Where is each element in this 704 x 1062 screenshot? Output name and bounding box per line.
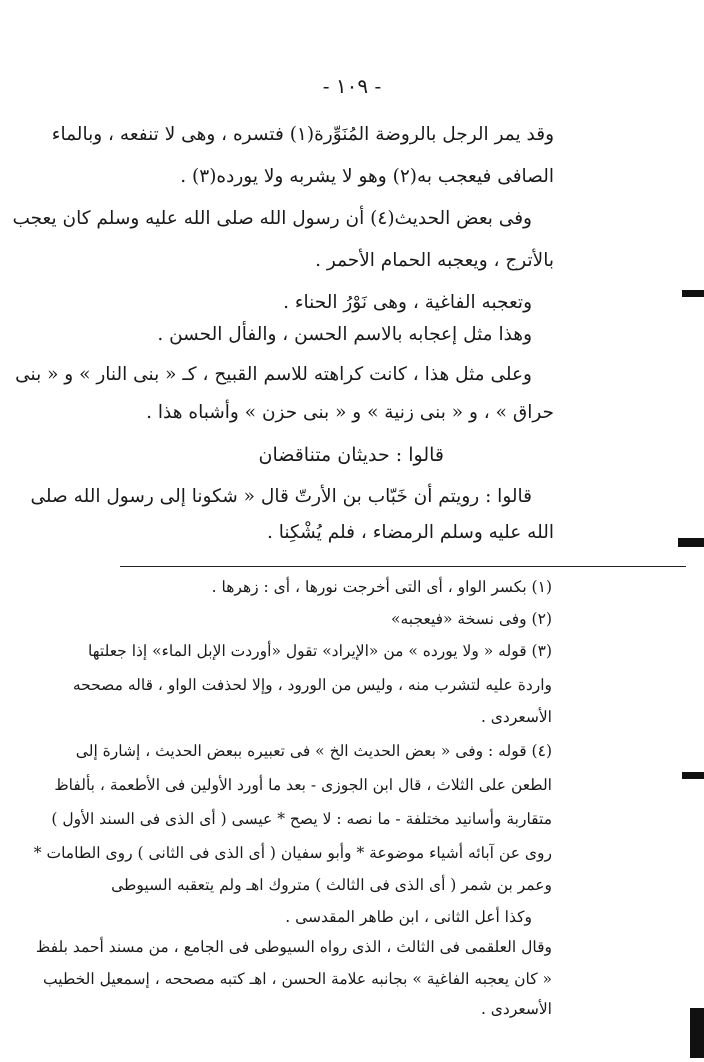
footnote-4-line-4: روى عن آبائه أشياء موضوعة * وأبو سفيان ( أى الذى فى الثانى ) روى الطامات *	[33, 844, 552, 862]
scan-edge-mark-1	[682, 290, 704, 297]
footnote-4-line-5: وعمر بن شمر ( أى الذى فى الثالث ) متروك اهـ ولم يتعقبه السيوطى	[111, 876, 552, 894]
footnote-divider	[120, 566, 686, 567]
footnote-4-line-3: متقاربة وأسانيد مختلفة - ما نصه : لا يصح * عيسى ( أى الذى فى السند الأول )	[51, 810, 552, 828]
body2-line-2: الله عليه وسلم الرمضاء ، فلم يُشْكِنا .	[266, 522, 554, 543]
footnote-4-line-9: الأسعردى .	[480, 1000, 552, 1018]
body-line-7: وعلى مثل هذا ، كانت كراهته للاسم القبيح ، كـ « بنى النار » و « بنى	[15, 364, 532, 385]
body2-line-1: قالوا : رويتم أن خَبّاب بن الأرتّ قال « شكونا إلى رسول الله صلى	[30, 486, 532, 507]
footnote-4: (٤) قوله : وفى « بعض الحديث الخ » فى تعبيره ببعض الحديث ، إشارة إلى	[75, 742, 552, 760]
scan-edge-mark-4	[690, 1008, 704, 1058]
body-line-1: وقد يمر الرجل بالروضة المُنَوِّرة(١) فتسره ، وهى لا تنفعه ، وبالماء	[51, 124, 554, 145]
body-line-6: وهذا مثل إعجابه بالاسم الحسن ، والفأل الحسن .	[157, 324, 532, 345]
body-line-2: الصافى فيعجب به(٢) وهو لا يشربه ولا يورده(٣) .	[180, 166, 554, 187]
footnote-2: (٢) وفى نسخة «فيعجبه»	[390, 610, 552, 628]
body-line-5: وتعجبه الفاغية ، وهى نَوْرُ الحناء .	[283, 292, 532, 313]
scan-edge-mark-3	[682, 772, 704, 779]
body-line-4: بالأترج ، ويعجبه الحمام الأحمر .	[315, 250, 554, 271]
footnote-1: (١) بكسر الواو ، أى التى أخرجت نورها ، أى : زهرها .	[211, 578, 552, 596]
footnote-3: (٣) قوله « ولا يورده » من «الإيراد» تقول «أوردت الإبل الماء» إذا جعلتها	[88, 642, 552, 660]
footnote-3-end: الأسعردى .	[480, 708, 552, 726]
footnote-3-cont: واردة عليه لتشرب منه ، وليس من الورود ، وإلا لحذفت الواو ، قاله مصححه	[72, 676, 552, 694]
footnote-4-line-7: وقال العلقمى فى الثالث ، الذى رواه السيوطى فى الجامع ، من مسند أحمد بلفظ	[35, 938, 552, 956]
footnote-4-line-2: الطعن على الثلاث ، قال ابن الجوزى - بعد ما أورد الأولين فى الأطعمة ، بألفاظ	[54, 776, 552, 794]
body-line-3: وفى بعض الحديث(٤) أن رسول الله صلى الله عليه وسلم كان يعجب	[12, 208, 532, 229]
footnote-4-line-6: وكذا أعل الثانى ، ابن طاهر المقدسى .	[285, 908, 532, 926]
page-number: - ١٠٩ -	[322, 74, 382, 98]
body-line-8: حراق » ، و « بنى زنية » و « بنى حزن » وأشباه هذا .	[146, 402, 554, 423]
scan-edge-mark-2	[678, 538, 704, 547]
footnote-4-line-8: « كان يعجبه الفاغية » بجانبه علامة الحسن ، اهـ كتبه مصححه ، إسمعيل الخطيب	[43, 970, 552, 988]
section-heading: قالوا : حديثان متناقضان	[258, 444, 444, 466]
